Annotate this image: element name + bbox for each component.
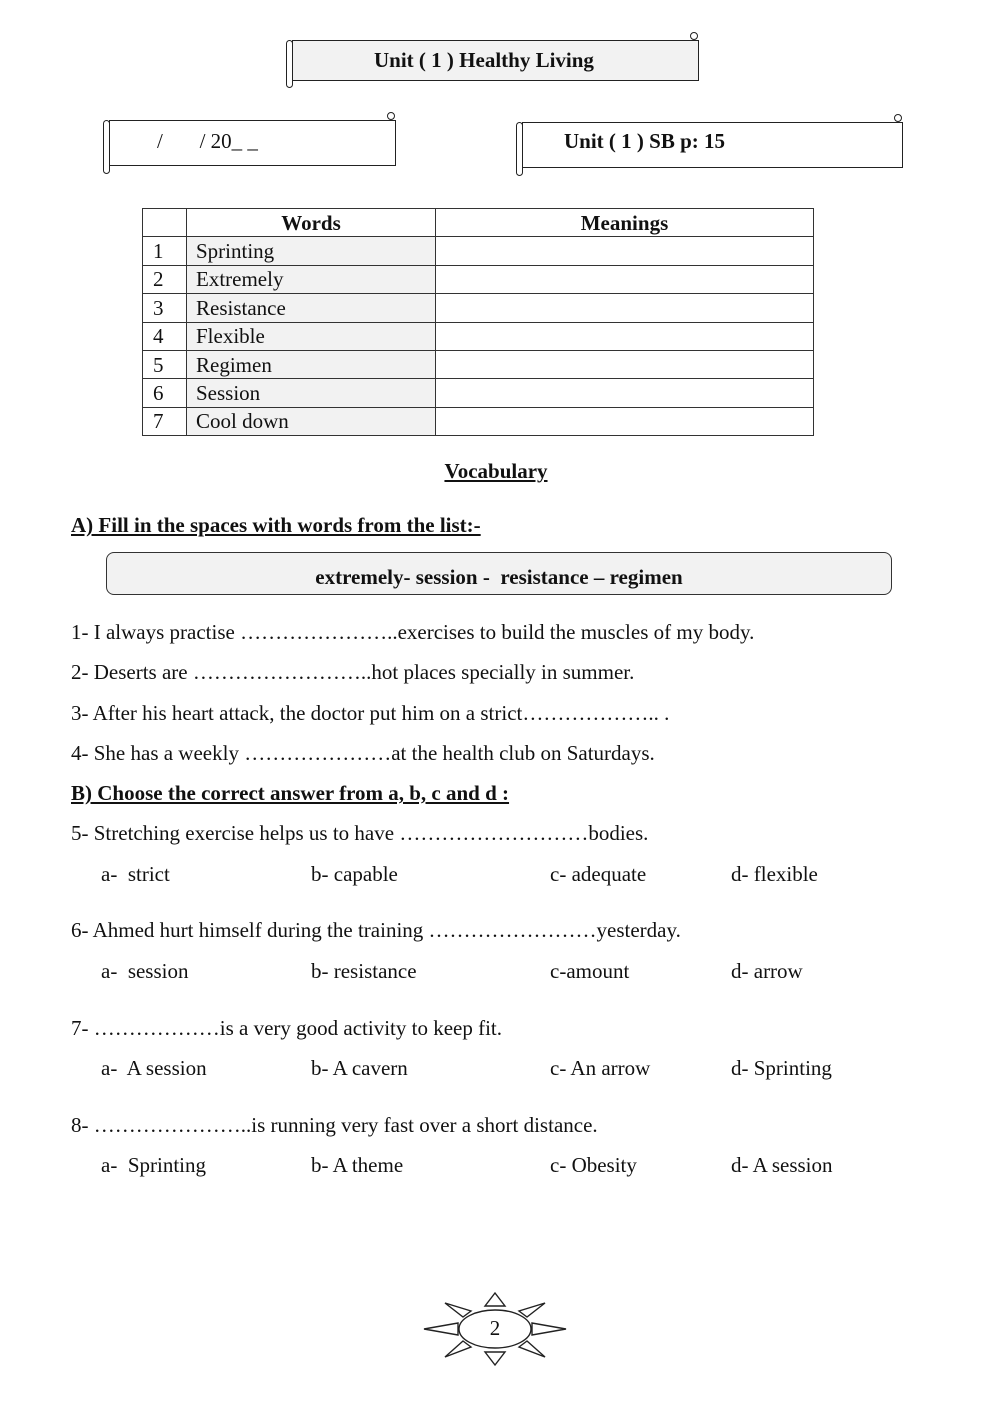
row-meaning-blank[interactable]	[436, 237, 814, 265]
row-number: 1	[143, 237, 187, 265]
part-a-heading: A) Fill in the spaces with words from the list:-	[71, 513, 481, 537]
row-meaning-blank[interactable]	[436, 379, 814, 407]
row-word: Flexible	[187, 322, 436, 350]
question-4: 4- She has a weekly …………………at the health club on Saturdays.	[71, 741, 655, 765]
row-word: Extremely	[187, 265, 436, 293]
row-word: Cool down	[187, 407, 436, 435]
q5-option-c[interactable]: c- adequate	[550, 862, 647, 886]
vocabulary-table	[142, 208, 814, 436]
q7-option-c[interactable]: c- An arrow	[550, 1056, 651, 1080]
q5-option-b[interactable]: b- capable	[311, 862, 398, 886]
table-row	[143, 322, 814, 350]
q6-option-d[interactable]: d- arrow	[731, 959, 803, 983]
q6-option-c[interactable]: c-amount	[550, 959, 630, 983]
row-number: 7	[143, 407, 187, 435]
q8-option-a[interactable]: a- Sprinting	[101, 1153, 206, 1177]
q5-option-d[interactable]: d- flexible	[731, 862, 818, 886]
row-meaning-blank[interactable]	[436, 294, 814, 322]
part-b-heading: B) Choose the correct answer from a, b, c and d :	[71, 781, 510, 805]
question-8: 8- …………………..is running very fast over a short distance.	[71, 1113, 598, 1137]
row-number: 2	[143, 265, 187, 293]
row-word: Session	[187, 379, 436, 407]
row-word: Regimen	[187, 350, 436, 378]
date-banner	[103, 112, 399, 176]
header-meanings: Meanings	[436, 209, 814, 237]
question-3: 3- After his heart attack, the doctor put him on a strict……………….. .	[71, 701, 670, 725]
header-words: Words	[187, 209, 436, 237]
row-number: 5	[143, 350, 187, 378]
question-1: 1- I always practise …………………..exercises to build the muscles of my body.	[71, 620, 755, 644]
word-list-box: extremely- session - resistance – regimen	[106, 552, 892, 595]
q7-option-d[interactable]: d- Sprinting	[731, 1056, 832, 1080]
section-title: Vocabulary	[444, 459, 548, 483]
q7-option-b[interactable]: b- A cavern	[311, 1056, 408, 1080]
row-number: 4	[143, 322, 187, 350]
row-word: Resistance	[187, 294, 436, 322]
date-field: / / 20_ _	[157, 129, 258, 153]
q7-option-a[interactable]: a- A session	[101, 1056, 207, 1080]
q8-option-d[interactable]: d- A session	[731, 1153, 833, 1177]
header-number	[143, 209, 187, 237]
row-meaning-blank[interactable]	[436, 265, 814, 293]
page-title: Unit ( 1 ) Healthy Living	[374, 48, 594, 72]
question-7: 7- ………………is a very good activity to keep fit.	[71, 1016, 503, 1040]
row-meaning-blank[interactable]	[436, 407, 814, 435]
q6-option-a[interactable]: a- session	[101, 959, 189, 983]
page-number-sun-badge	[421, 1289, 569, 1369]
question-2: 2- Deserts are ……………………..hot places specially in summer.	[71, 660, 635, 684]
book-reference: Unit ( 1 ) SB p: 15	[564, 129, 726, 153]
table-row	[143, 294, 814, 322]
row-meaning-blank[interactable]	[436, 350, 814, 378]
table-row	[143, 265, 814, 293]
title-banner	[286, 32, 702, 90]
table-row	[143, 237, 814, 265]
table-row	[143, 350, 814, 378]
row-word: Sprinting	[187, 237, 436, 265]
table-header-row	[143, 209, 814, 237]
page-number: 2	[489, 1316, 501, 1340]
row-number: 3	[143, 294, 187, 322]
table-row	[143, 379, 814, 407]
table-row	[143, 407, 814, 435]
question-5: 5- Stretching exercise helps us to have ………………………bodies.	[71, 821, 649, 845]
row-number: 6	[143, 379, 187, 407]
q8-option-b[interactable]: b- A theme	[311, 1153, 404, 1177]
reference-banner	[516, 114, 906, 178]
q8-option-c[interactable]: c- Obesity	[550, 1153, 637, 1177]
q6-option-b[interactable]: b- resistance	[311, 959, 417, 983]
row-meaning-blank[interactable]	[436, 322, 814, 350]
question-6: 6- Ahmed hurt himself during the training ……………………yesterday.	[71, 918, 681, 942]
q5-option-a[interactable]: a- strict	[101, 862, 170, 886]
